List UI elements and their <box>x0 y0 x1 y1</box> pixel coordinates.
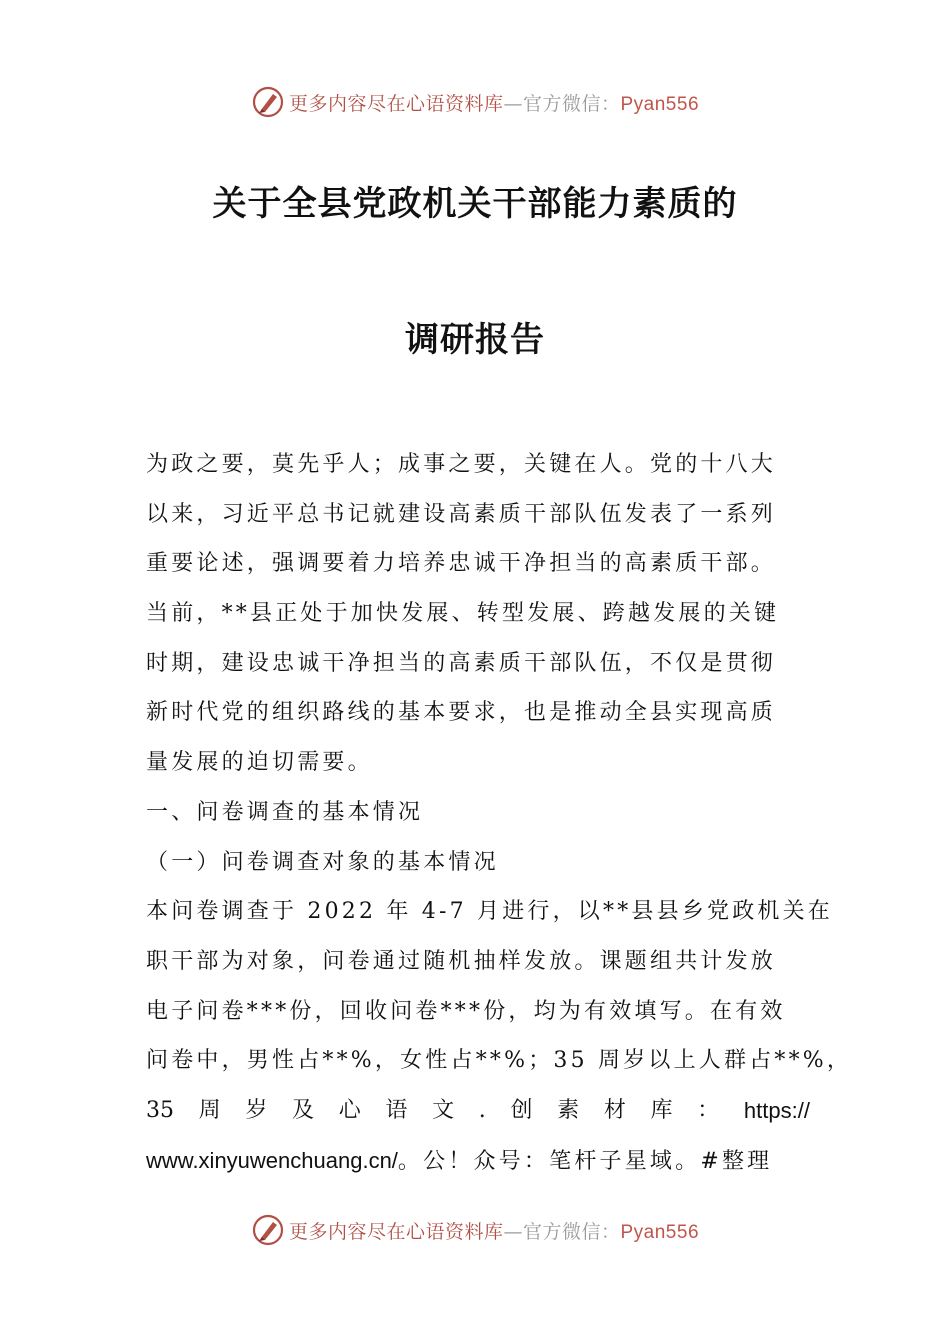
spread-char: 心 <box>338 1097 361 1123</box>
paragraph-line: 时期，建设忠诚干净担当的高素质干部队伍，不仅是贯彻 <box>146 650 777 676</box>
url-link[interactable]: www.xinyuwenchuang.cn/ <box>146 1147 398 1173</box>
page-title-line2: 调研报告 <box>405 320 545 360</box>
footer-banner <box>0 1210 950 1250</box>
pen-nib-circle-icon <box>251 85 285 119</box>
paragraph-line: 量发展的迫切需要。 <box>146 750 373 776</box>
banner-text: 更多内容尽在心语资料库—官方微信：Pyan556 <box>288 92 700 115</box>
spread-char: 材 <box>603 1097 626 1123</box>
spread-char: . <box>478 1097 486 1123</box>
paragraph-line: 重要论述，强调要着力培养忠诚干净担当的高素质干部。 <box>146 551 777 577</box>
spread-line <box>146 1086 810 1136</box>
paragraph-line: 问卷中，男性占**%，女性占**%；35 周岁以上人群占**%， <box>146 1048 853 1074</box>
header-banner <box>0 82 950 122</box>
section-heading: 一、问卷调查的基本情况 <box>146 799 424 825</box>
pen-nib-circle-icon <box>251 1213 285 1247</box>
spread-char: 岁 <box>245 1097 268 1123</box>
spread-char: 周 <box>198 1097 221 1123</box>
spread-char: 库 <box>650 1097 673 1123</box>
paragraph-line: 本问卷调查于 2022 年 4-7 月进行，以**县县乡党政机关在 <box>146 899 833 925</box>
report-body <box>146 440 853 1185</box>
paragraph-line <box>146 1136 810 1186</box>
spread-char: 语 <box>385 1097 408 1123</box>
paragraph-line: 当前，**县正处于加快发展、转型发展、跨越发展的关键 <box>146 601 780 627</box>
page-title-line1: 关于全县党政机关干部能力素质的 <box>212 184 738 224</box>
paragraph-line: 为政之要，莫先乎人；成事之要，关键在人。党的十八大 <box>146 452 777 477</box>
spread-char: 创 <box>510 1097 533 1123</box>
spread-char: 35 <box>146 1097 174 1123</box>
paragraph-line: 新时代党的组织路线的基本要求，也是推动全县实现高质 <box>146 700 777 726</box>
spread-char: ： <box>697 1097 720 1123</box>
subsection-heading: （一）问卷调查对象的基本情况 <box>146 849 499 875</box>
paragraph-line: 职干部为对象，问卷通过随机抽样发放。课题组共计发放 <box>146 948 777 974</box>
line-text: 。公！众号：笔杆子星域。#整理 <box>397 1148 773 1174</box>
spread-char: 文 <box>432 1097 455 1123</box>
url-fragment: https:// <box>743 1097 810 1123</box>
paragraph-line: 以来，习近平总书记就建设高素质干部队伍发表了一系列 <box>146 501 777 527</box>
banner-text: 更多内容尽在心语资料库—官方微信：Pyan556 <box>288 1220 700 1243</box>
paragraph-line: 电子问卷***份，回收问卷***份，均为有效填写。在有效 <box>146 998 786 1024</box>
spread-char: 及 <box>292 1097 315 1123</box>
spread-char: 素 <box>557 1097 580 1123</box>
